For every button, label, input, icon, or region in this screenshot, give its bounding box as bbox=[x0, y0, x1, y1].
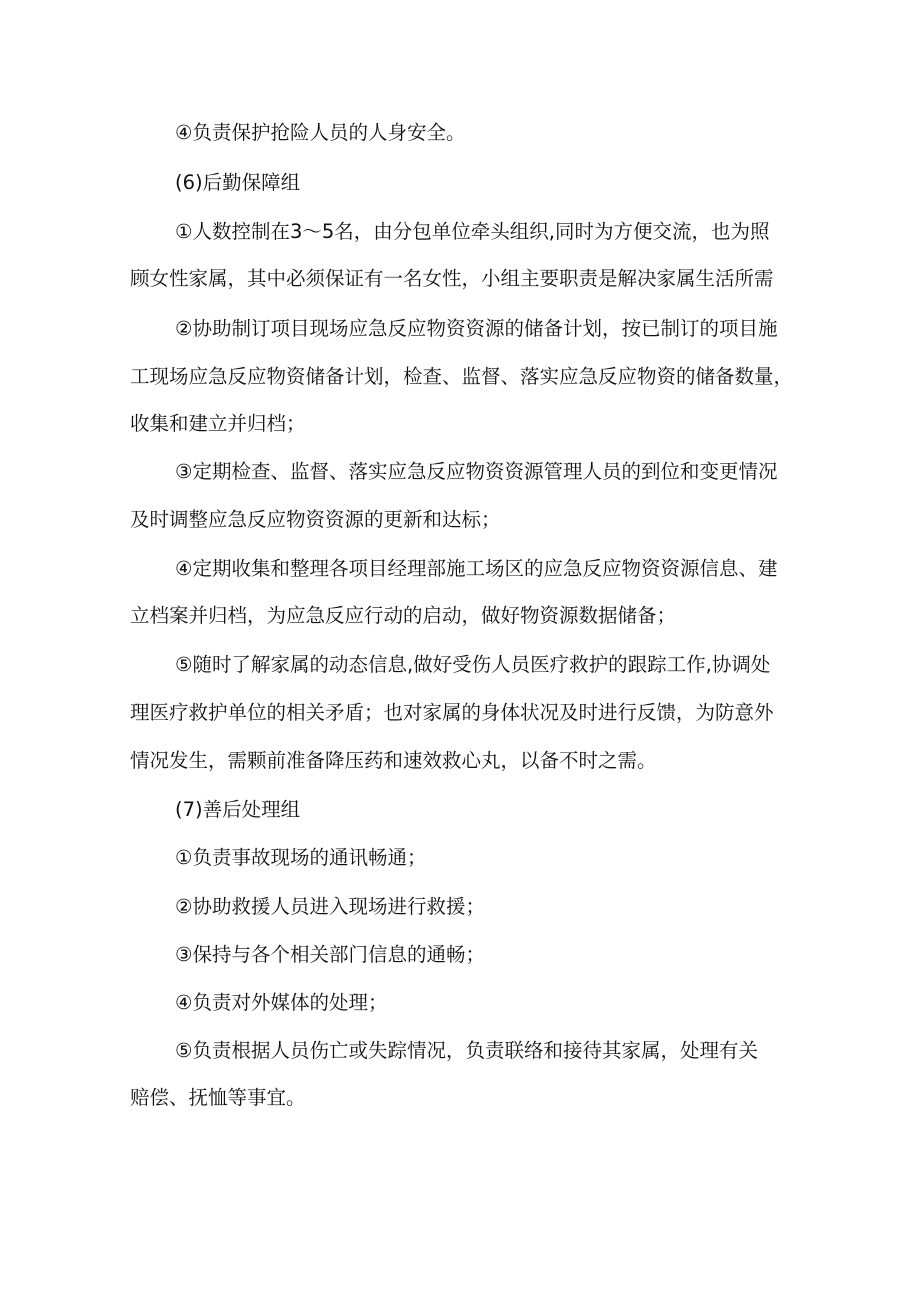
text-line: 工现场应急反应物资储备计划，检查、监督、落实应急反应物资的储备数量， bbox=[130, 365, 794, 388]
section-heading: (7)善后处理组 bbox=[175, 798, 301, 821]
text-line: 理医疗救护单位的相关矛盾；也对家属的身体状况及时进行反馈，为防意外 bbox=[130, 701, 774, 724]
text-line: ②协助制订项目现场应急反应物资资源的储备计划，按已制订的项目施 bbox=[175, 317, 778, 340]
text-line: 收集和建立并归档； bbox=[130, 412, 306, 435]
text-line: ⑤随时了解家属的动态信息,做好受伤人员医疗救护的跟踪工作,协调处 bbox=[175, 653, 771, 676]
section-heading: (6)后勤保障组 bbox=[175, 171, 301, 194]
text-line: ①人数控制在3～5名，由分包单位牵头组织,同时为方便交流，也为照 bbox=[175, 220, 770, 243]
text-line: 顾女性家属，其中必须保证有一名女性，小组主要职责是解决家属生活所需 bbox=[130, 267, 774, 290]
text-line: ①负责事故现场的通讯畅通； bbox=[175, 846, 427, 869]
text-line: ③定期检查、监督、落实应急反应物资资源管理人员的到位和变更情况 bbox=[175, 460, 778, 483]
text-line: ④定期收集和整理各项目经理部施工场区的应急反应物资资源信息、建 bbox=[175, 557, 778, 580]
text-line: 及时调整应急反应物资资源的更新和达标； bbox=[130, 508, 501, 531]
text-line: ③保持与各个相关部门信息的通畅； bbox=[175, 943, 485, 966]
text-line: 赔偿、抚恤等事宜。 bbox=[130, 1086, 306, 1109]
text-line: ④负责保护抢险人员的人身安全。 bbox=[175, 121, 466, 144]
text-line: ②协助救援人员进入现场进行救援； bbox=[175, 895, 485, 918]
text-line: ④负责对外媒体的处理； bbox=[175, 991, 388, 1014]
text-line: ⑤负责根据人员伤亡或失踪情况，负责联络和接待其家属，处理有关 bbox=[175, 1039, 758, 1062]
text-line: 立档案并归档，为应急反应行动的启动，做好物资源数据储备； bbox=[130, 604, 677, 627]
text-line: 情况发生，需颗前准备降压药和速效救心丸，以备不时之需。 bbox=[130, 749, 657, 772]
